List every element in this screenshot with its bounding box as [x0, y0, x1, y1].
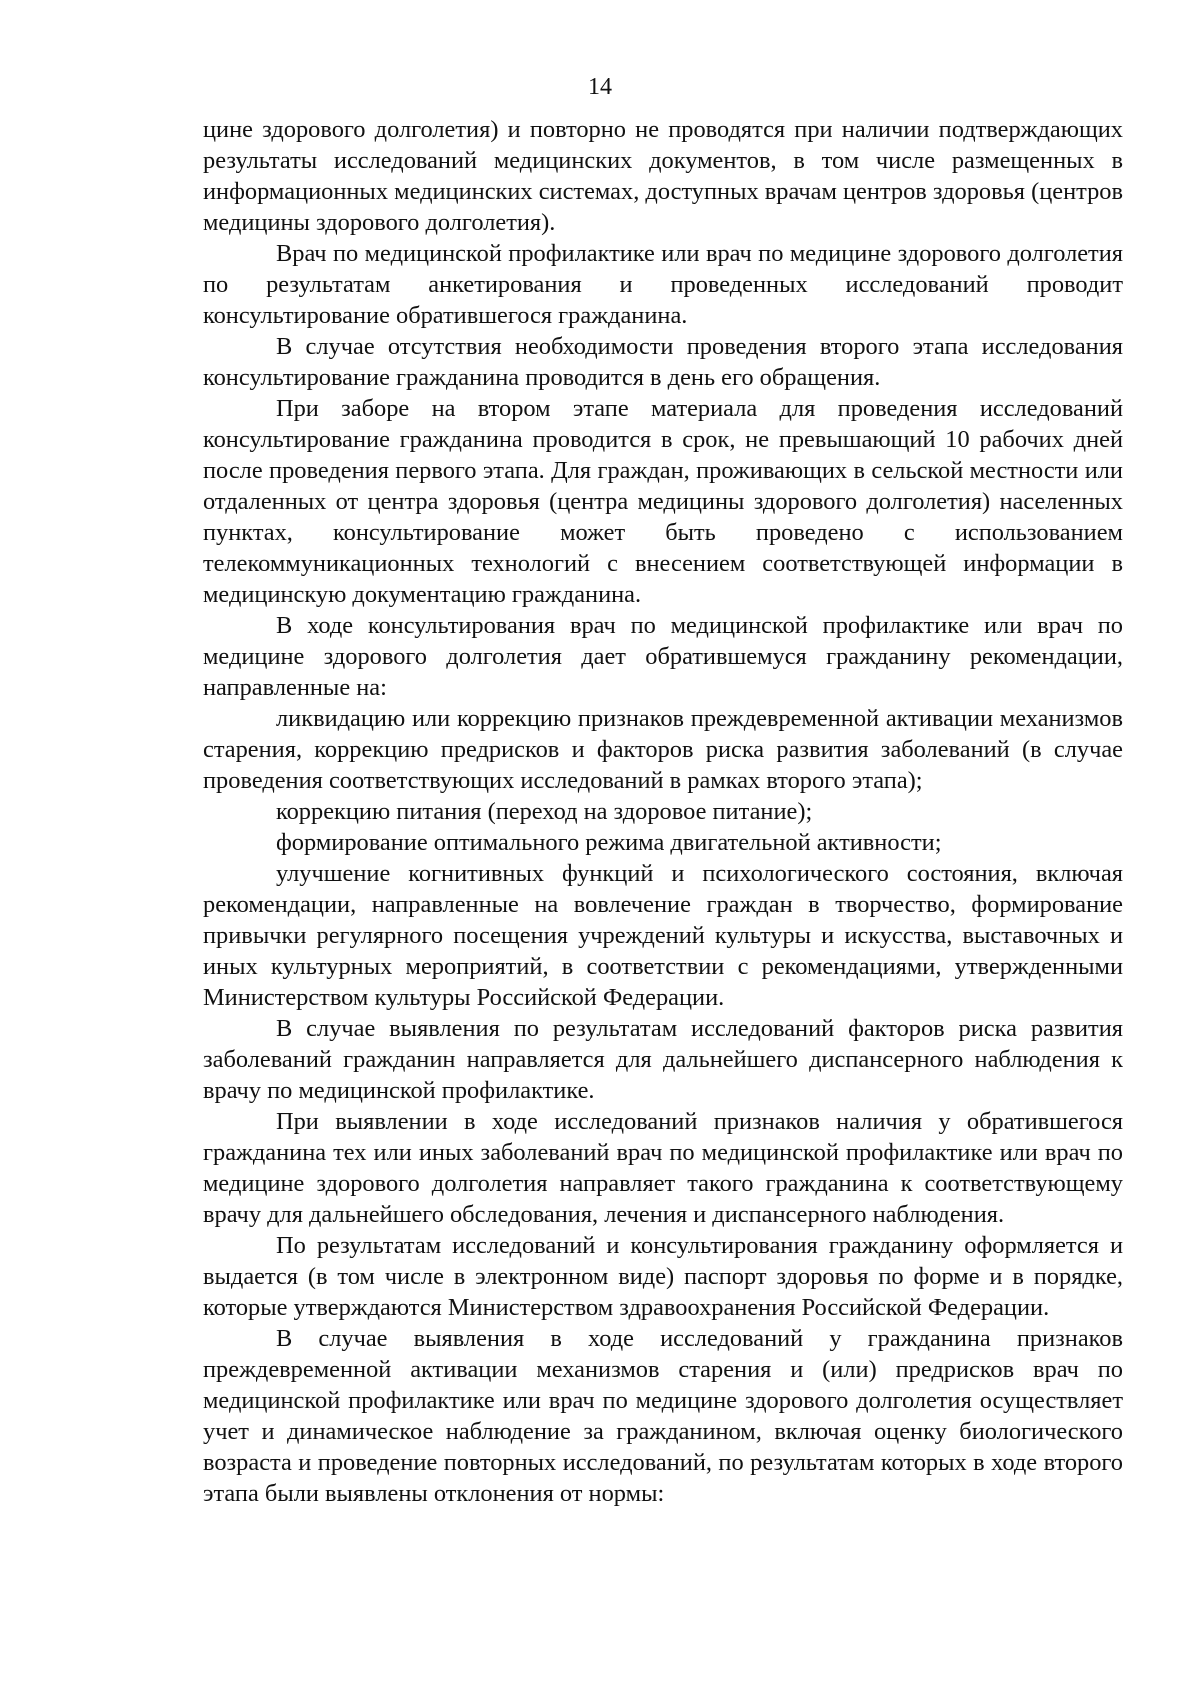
page-number: 14 [588, 74, 612, 100]
paragraph: Врач по медицинской профилактике или врач по медицине здорового долголетия по результатам анкетирования и проведенных исследований проводит консультирование обратившегося гражданина. [203, 240, 1123, 329]
paragraph: По результатам исследований и консультирования гражданину оформляется и выдается (в том числе в электронном виде) паспорт здоровья по форме и в порядке, которые утверждаются Министерством здравоохранения Российской Федерации. [203, 1232, 1123, 1321]
list-item: коррекцию питания (переход на здоровое питание); [276, 798, 813, 825]
list-item: ликвидацию или коррекцию признаков преждевременной активации механизмов старения, коррекцию предрисков и факторов риска развития заболеваний (в случае проведения соответствующих исследований в рамках второго этапа); [203, 705, 1123, 794]
paragraph: При заборе на втором этапе материала для проведения исследований консультирование гражданина проводится в срок, не превышающий 10 рабочих дней после проведения первого этапа. Для граждан, проживающих в сельской местности или отдаленных от центра здоровья (центра медицины здорового долголетия) населенных пунктах, консультирование может быть проведено с использованием телекоммуникационных технологий с внесением соответствующей информации в медицинскую документацию гражданина. [203, 395, 1123, 608]
paragraph: В ходе консультирования врач по медицинской профилактике или врач по медицине здорового долголетия дает обратившемуся гражданину рекомендации, направленные на: [203, 612, 1123, 701]
list-item: улучшение когнитивных функций и психологического состояния, включая рекомендации, направленные на вовлечение граждан в творчество, формирование привычки регулярного посещения учреждений культуры и искусства, выставочных и иных культурных мероприятий, в соответствии с рекомендациями, утвержденными Министерством культуры Российской Федерации. [203, 860, 1123, 1011]
document-body [203, 114, 1123, 1509]
list-item: формирование оптимального режима двигательной активности; [276, 829, 942, 856]
paragraph: В случае выявления по результатам исследований факторов риска развития заболеваний гражданин направляется для дальнейшего диспансерного наблюдения к врачу по медицинской профилактике. [203, 1015, 1123, 1104]
paragraph: При выявлении в ходе исследований признаков наличия у обратившегося гражданина тех или иных заболеваний врач по медицинской профилактике или врач по медицине здорового долголетия направляет такого гражданина к соответствующему врачу для дальнейшего обследования, лечения и диспансерного наблюдения. [203, 1108, 1123, 1228]
paragraph: В случае отсутствия необходимости проведения второго этапа исследования консультирование гражданина проводится в день его обращения. [203, 333, 1123, 391]
paragraph: цине здорового долголетия) и повторно не проводятся при наличии подтверждающих результаты исследований медицинских документов, в том числе размещенных в информационных медицинских системах, доступных врачам центров здоровья (центров медицины здорового долголетия). [203, 116, 1123, 236]
paragraph: В случае выявления в ходе исследований у гражданина признаков преждевременной активации механизмов старения и (или) предрисков врач по медицинской профилактике или врач по медицине здорового долголетия осуществляет учет и динамическое наблюдение за гражданином, включая оценку биологического возраста и проведение повторных исследований, по результатам которых в ходе второго этапа были выявлены отклонения от нормы: [203, 1325, 1123, 1507]
